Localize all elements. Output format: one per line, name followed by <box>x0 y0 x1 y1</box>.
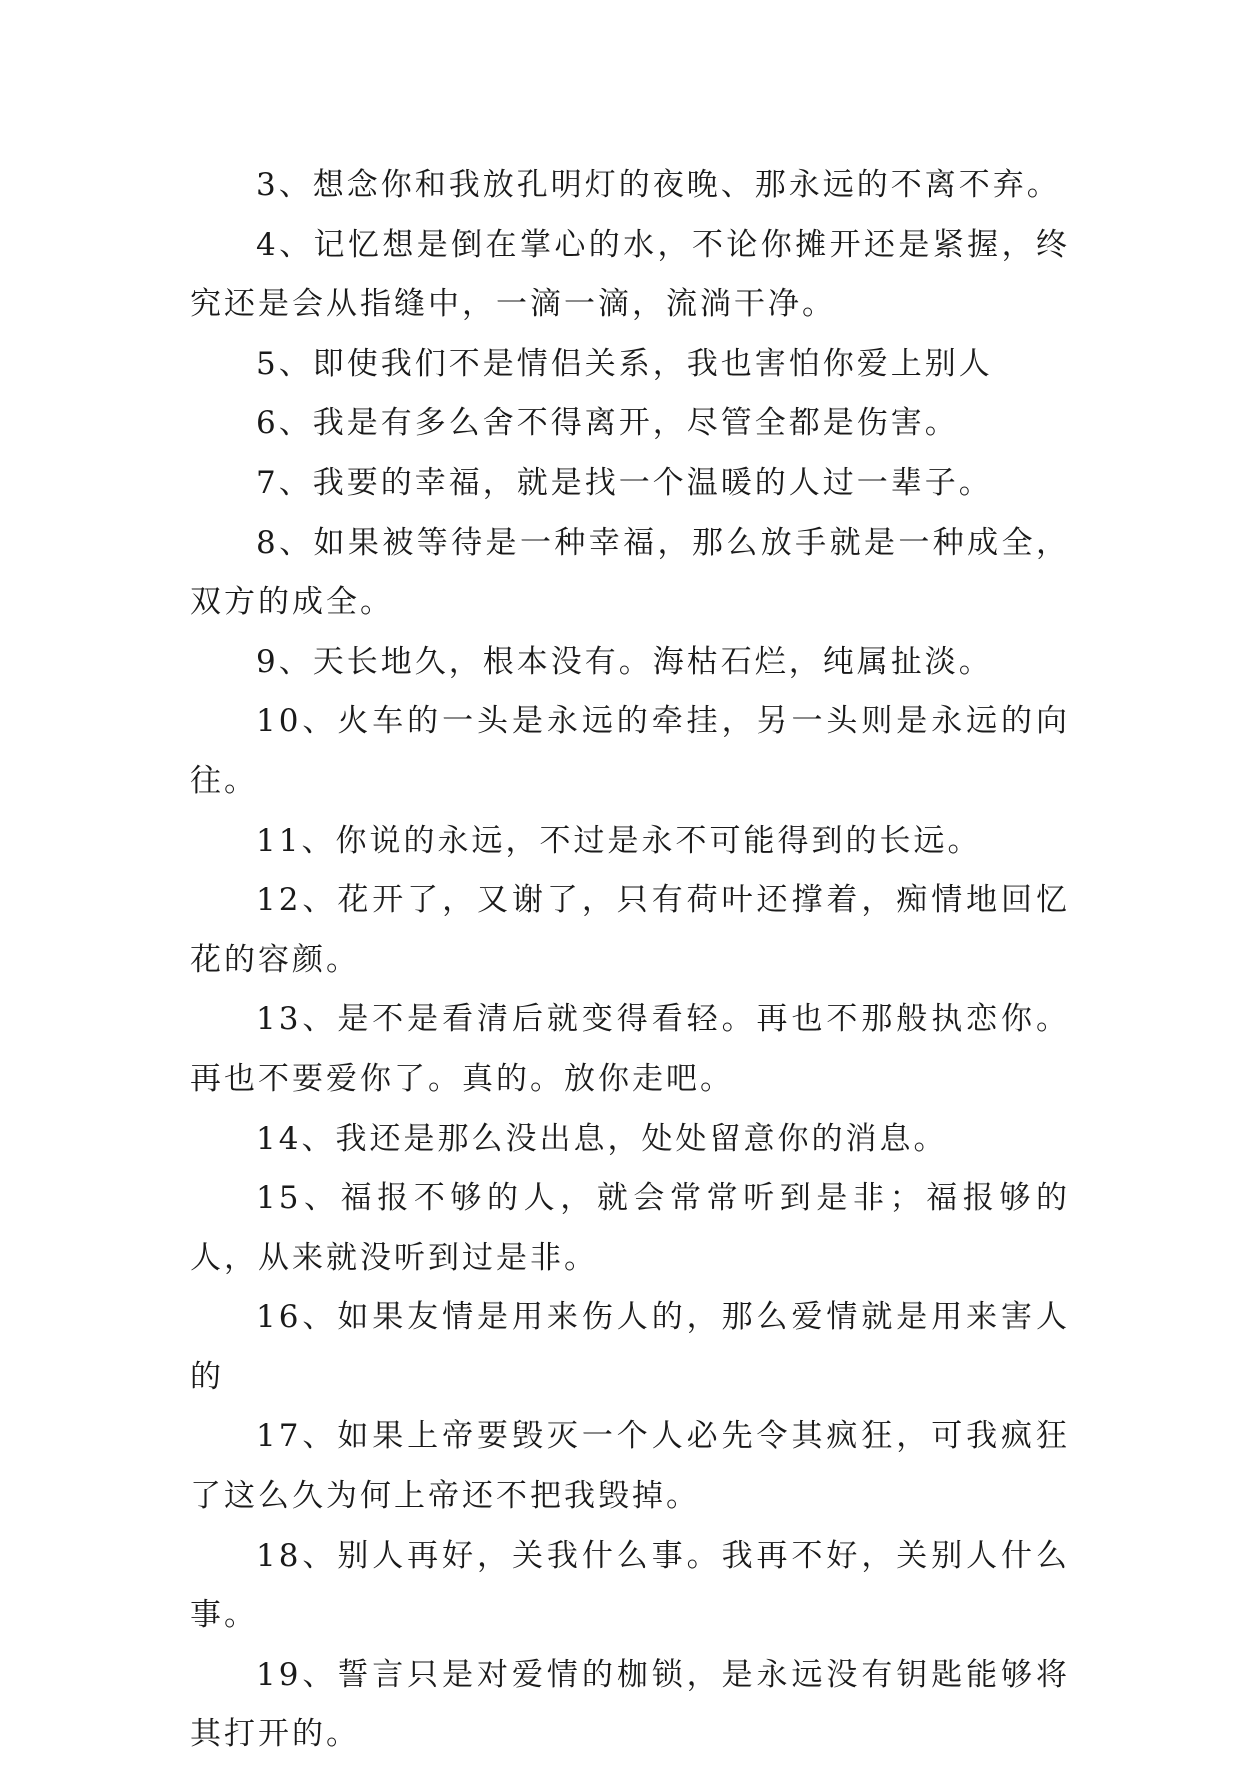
paragraph-5: 5、即使我们不是情侣关系，我也害怕你爱上别人 <box>256 345 993 382</box>
paragraph-7: 7、我要的幸福，就是找一个温暖的人过一辈子。 <box>256 464 993 501</box>
paragraph-8: 8、如果被等待是一种幸福，那么放手就是一种成全，双方的成全。 <box>190 524 1070 621</box>
paragraph-11: 11、你说的永远，不过是永不可能得到的长远。 <box>256 822 982 859</box>
paragraph-4: 4、记忆想是倒在掌心的水，不论你摊开还是紧握，终究还是会从指缝中，一滴一滴，流淌干净。 <box>190 226 1070 323</box>
paragraph-6: 6、我是有多么舍不得离开，尽管全都是伤害。 <box>256 405 959 442</box>
paragraph-17: 17、如果上帝要毁灭一个人必先令其疯狂，可我疯狂了这么久为何上帝还不把我毁掉。 <box>190 1418 1070 1515</box>
paragraph-18: 18、别人再好，关我什么事。我再不好，关别人什么事。 <box>190 1537 1070 1634</box>
paragraph-19: 19、誓言只是对爱情的枷锁，是永远没有钥匙能够将其打开的。 <box>190 1656 1070 1753</box>
paragraph-15: 15、福报不够的人，就会常常听到是非；福报够的人，从来就没听到过是非。 <box>190 1180 1070 1276</box>
paragraph-16: 16、如果友情是用来伤人的，那么爱情就是用来害人的 <box>190 1299 1070 1395</box>
paragraph-13: 13、是不是看清后就变得看轻。再也不那般执恋你。再也不要爱你了。真的。放你走吧。 <box>190 1001 1070 1097</box>
paragraph-3: 3、想念你和我放孔明灯的夜晚、那永远的不离不弃。 <box>256 167 1061 203</box>
paragraph-10: 10、火车的一头是永远的牵挂，另一头则是永远的向往。 <box>190 703 1070 799</box>
paragraph-12: 12、花开了，又谢了，只有荷叶还撑着，痴情地回忆花的容颜。 <box>190 882 1070 978</box>
paragraph-9: 9、天长地久，根本没有。海枯石烂，纯属扯淡。 <box>256 643 993 680</box>
document-body <box>190 156 1070 1765</box>
paragraph-14: 14、我还是那么没出息，处处留意你的消息。 <box>256 1120 948 1157</box>
